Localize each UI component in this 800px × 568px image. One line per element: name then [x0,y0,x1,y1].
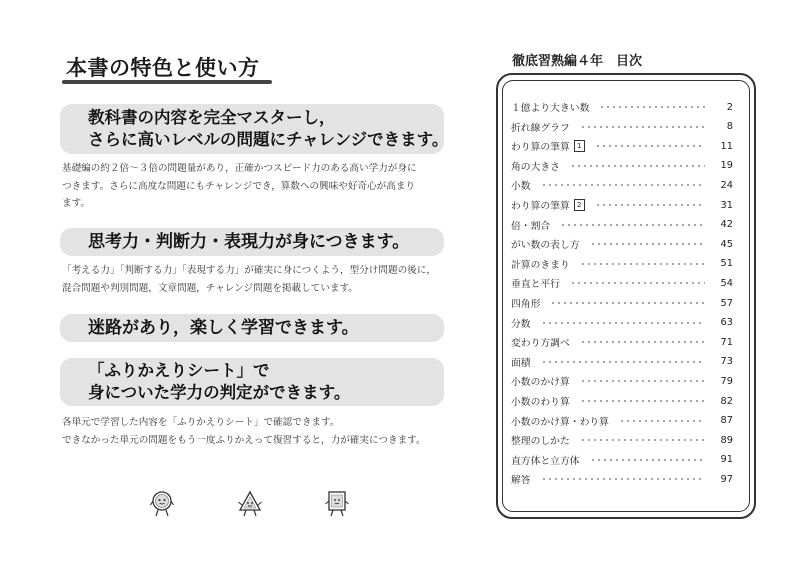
toc-item-title-text: 小数のわり算 [511,397,570,408]
feature-4-description [62,414,452,449]
feature-3-line-1: 迷路があり，楽しく学習できます。 [88,318,359,338]
toc-item[interactable] [511,294,733,312]
toc-item-title [511,394,570,408]
toc-item-title-text: 倍・割合 [511,220,551,232]
feature-1-line-2: さらに高いレベルの問題にチャレンジできます。 [88,130,449,149]
toc-item-title [511,139,585,153]
feature-4-desc-line: 各単元で学習した内容を「ふりかえりシート」で確認できます。 [62,417,340,428]
toc-item[interactable] [511,412,733,430]
toc-item[interactable] [511,216,733,234]
toc-item[interactable] [511,314,733,332]
toc-item-page-number: 19 [720,160,733,172]
toc-item[interactable] [511,255,733,273]
feature-4-line-1: 「ふりかえりシート」で [88,361,270,380]
toc-leader-dots [595,145,705,147]
toc-item-title [511,316,531,330]
toc-item-title-text: 小数のかけ算・わり算 [511,416,609,428]
toc-item-title-text: 計算のきまり [511,259,570,271]
toc-item-title-text: 整理のしかた [511,436,570,448]
toc-item-title [511,198,585,212]
toc-item-title-text: 折れ線グラフ [511,122,570,134]
toc-item-title [511,257,570,271]
toc-leader-dots [580,380,705,382]
feature-box-4 [60,358,444,406]
toc-item-title [511,276,560,290]
toc-item-title-text: わり算の筆算 [511,142,570,154]
toc-item-title [511,472,531,486]
toc-item-page-number: 51 [720,258,733,270]
toc-item-title-text: 変わり方調べ [511,338,570,350]
mascot-row [150,490,360,520]
toc-leader-dots [541,478,705,480]
toc-leader-dots [541,361,705,363]
toc-item[interactable] [511,137,733,155]
toc-leader-dots [570,282,705,284]
toc-leader-dots [580,400,705,402]
toc-item-title [511,453,580,467]
toc-leader-dots [590,459,705,461]
toc-leader-dots [541,322,705,324]
toc-item[interactable] [511,274,733,292]
toc-leader-dots [590,243,705,245]
toc-item-page-number: 54 [720,277,733,289]
feature-2-desc-line: 混合問題や判別問題，文章問題，チャレンジ問題を掲載しています。 [62,282,358,294]
title-underline [62,80,272,84]
toc-item-page-number: 97 [720,473,733,485]
toc-item-title [511,355,531,369]
toc-leader-dots [550,302,705,304]
toc-leader-dots [599,106,705,108]
feature-box-1 [60,104,449,154]
toc-item-page-number: 82 [720,395,733,407]
toc-item-part-number: 2 [574,199,585,211]
feature-box-3 [60,314,444,342]
toc-item-page-number: 73 [720,356,733,368]
toc-item-title-text: 解答 [511,475,531,487]
toc-item-title [511,237,580,251]
toc-item-title-text: わり算の筆算 [511,201,570,212]
toc-item-page-number: 42 [720,219,733,231]
toc-item-page-number: 24 [720,179,733,191]
toc-item-page-number: 71 [720,336,733,348]
toc-item-title [511,296,540,310]
toc-item-title [511,120,570,134]
toc-item-page-number: 63 [720,317,733,329]
toc-item-title-text: がい数の表し方 [511,240,580,252]
toc-item-page-number: 57 [720,297,733,309]
feature-2-desc-line: 「考える力」「判断する力」「表現する力」が確実に身につくよう，型分け問題の後に， [62,265,436,276]
toc-item-title [511,374,570,388]
toc-item-page-number: 11 [720,140,733,152]
toc-item[interactable] [511,372,733,390]
box-mascot-icon [325,490,349,518]
triangle-mascot-icon [238,490,262,518]
toc-item-title-text: 面積 [511,357,531,369]
toc-item-title [511,433,570,447]
feature-1-desc-line: 基礎編の約２倍～３倍の問題量があり，正確かつスピード力のある高い学力が身に [62,163,417,174]
feature-1-line-1: 教科書の内容を完全マスターし， [88,108,336,127]
toc-item[interactable] [511,196,733,214]
toc-leader-dots [595,204,705,206]
toc-item[interactable] [511,451,733,469]
feature-4-desc-line: できなかった単元の問題をもう一度ふりかえって復習すると，力が確実につきます。 [62,434,426,446]
toc-item-title-text: 四角形 [511,299,541,310]
toc-item-title [511,100,589,114]
toc-leader-dots [541,184,705,186]
toc-item-page-number: 87 [720,415,733,427]
toc-item-page-number: 91 [720,454,733,466]
toc-item[interactable] [511,157,733,175]
toc-leader-dots [580,263,705,265]
toc-item-page-number: 89 [720,434,733,446]
toc-item-title-text: 角の大きさ [511,161,560,173]
toc-item[interactable] [511,431,733,449]
toc-leader-dots [580,439,705,441]
toc-item-title-text: 直方体と立方体 [511,455,580,467]
clock-mascot-icon [150,490,174,518]
toc-item-page-number: 45 [720,238,733,250]
feature-2-line-1: 思考力・判断力・表現力が身につきます。 [88,232,410,252]
toc-item[interactable] [511,176,733,194]
toc-item-title [511,178,531,192]
toc-item-page-number: 79 [720,375,733,387]
feature-1-desc-line: ます。 [62,198,91,209]
page-title: 本書の特色と使い方 [66,56,260,80]
toc-item-title-text: １億より大きい数 [511,103,590,114]
feature-1-desc-line: つきます。さらに高度な問題にもチャレンジでき，算数への興味や好奇心が高まり [62,180,416,192]
toc-item[interactable] [511,470,733,488]
toc-leader-dots [580,126,705,128]
toc-item[interactable] [511,98,733,116]
toc-leader-dots [619,420,705,422]
toc-item[interactable] [511,118,733,136]
toc-item[interactable] [511,353,733,371]
toc-leader-dots [560,224,705,226]
feature-2-description [62,262,452,297]
toc-item-page-number: 8 [726,121,733,133]
toc-item-title-text: 分数 [511,318,531,330]
feature-1-description [62,160,452,213]
toc-item[interactable] [511,333,733,351]
toc-item-title [511,414,609,428]
toc-item-title-text: 小数のかけ算 [511,377,570,389]
toc-item-page-number: 31 [720,199,733,211]
feature-4-line-2: 身についた学力の判定ができます。 [88,383,351,402]
toc-item[interactable] [511,392,733,410]
feature-box-2 [60,228,444,256]
toc-item[interactable] [511,235,733,253]
toc-item-title [511,218,550,232]
toc-item-title-text: 垂直と平行 [511,279,560,291]
toc-leader-dots [570,165,705,167]
toc-item-title [511,159,560,173]
toc-leader-dots [580,341,705,343]
toc-item-title [511,335,570,349]
toc-item-page-number: 2 [726,101,733,113]
toc-item-part-number: 1 [574,140,585,152]
toc-heading: 徹底習熟編４年 目次 [512,54,643,69]
toc-item-title-text: 小数 [511,181,531,193]
